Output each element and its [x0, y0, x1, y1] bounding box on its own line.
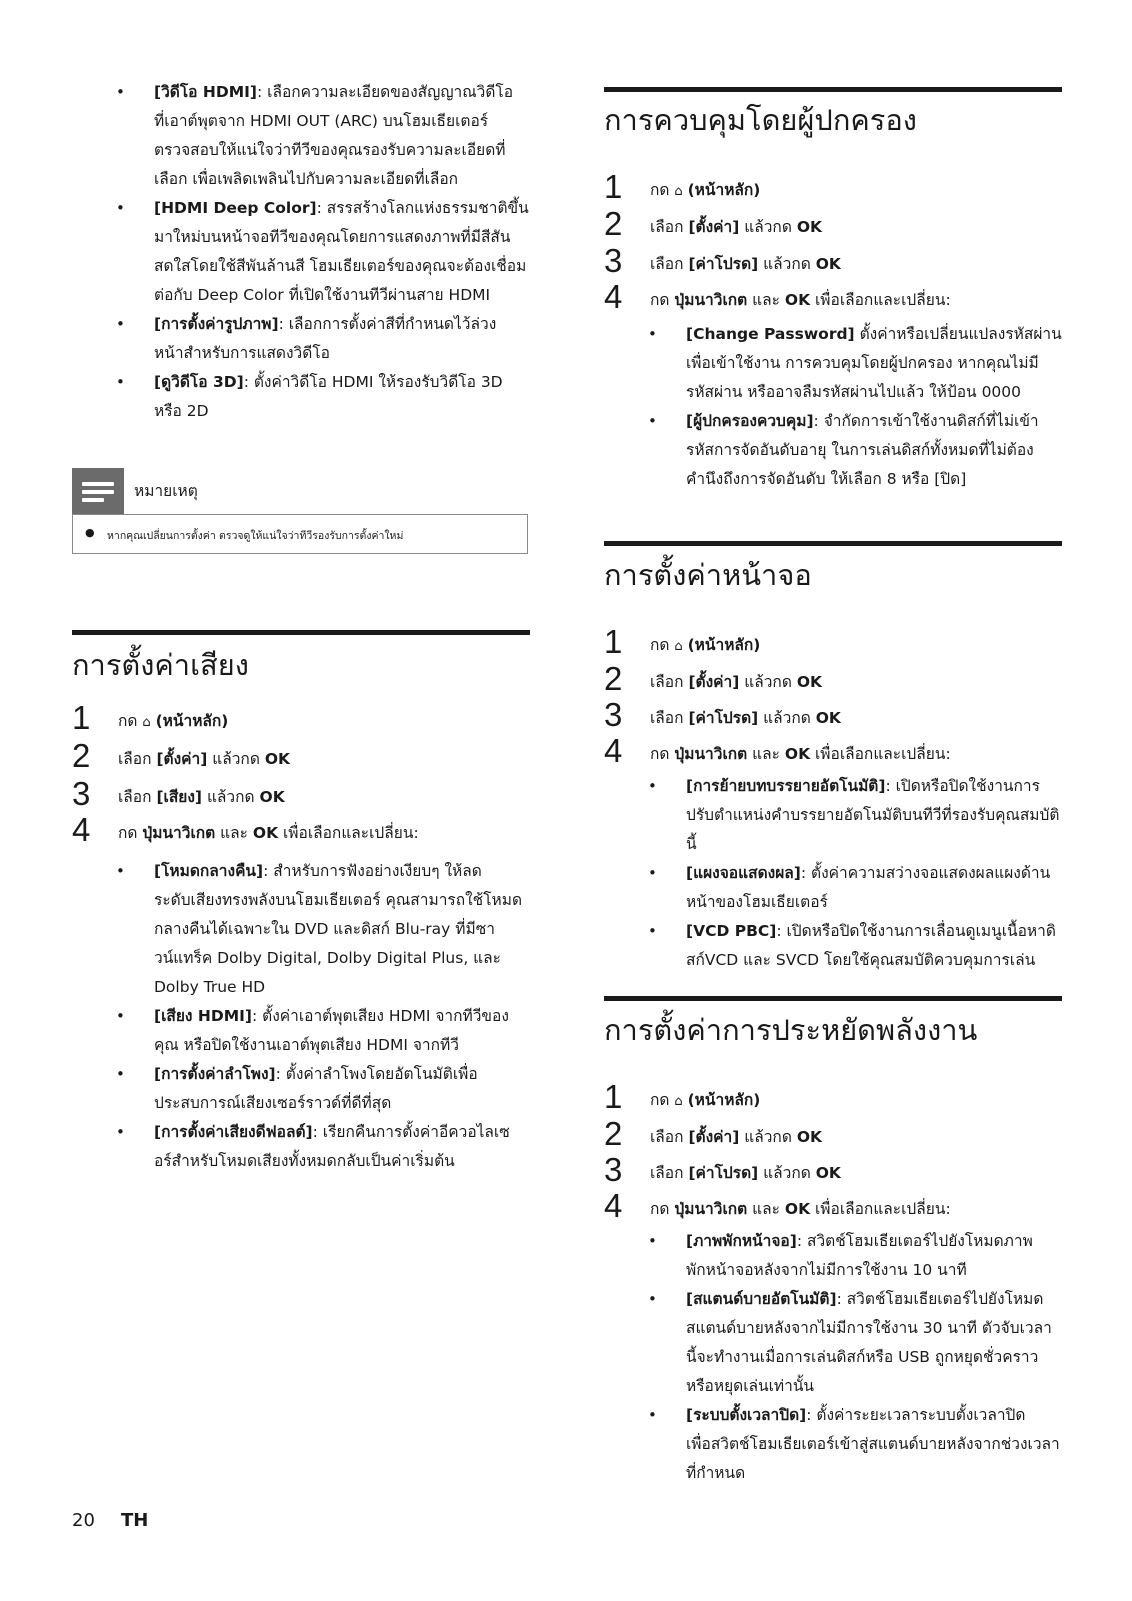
- list-item: [650, 320, 1070, 407]
- step-2: [604, 660, 1064, 703]
- step-ok: OK: [264, 750, 291, 768]
- step-number: 3: [604, 242, 623, 279]
- step-target: [ค่าโปรด]: [688, 709, 759, 727]
- step-ok: OK: [796, 673, 823, 691]
- item-continuation: ระดับเสียงทรงพลังบนโฮมเธียเตอร์ คุณสามารถใช้โหมด: [154, 891, 523, 909]
- step-number: 4: [604, 1187, 623, 1224]
- step-1: [72, 699, 532, 742]
- step-verb: กด: [650, 291, 670, 309]
- note-icon: [72, 468, 124, 514]
- bullet-dot: •: [116, 373, 125, 391]
- step-verb: เลือก: [650, 255, 684, 273]
- home-icon: ⌂: [674, 1094, 683, 1109]
- item-line: [686, 1401, 1070, 1430]
- parental-section-rule: [604, 87, 1062, 92]
- note-box: [72, 514, 528, 554]
- bullet-dot: •: [116, 199, 125, 217]
- step-then: แล้วกด: [739, 673, 792, 691]
- item-line: [154, 1060, 538, 1089]
- step-home-label: (หน้าหลัก): [155, 712, 229, 730]
- step-number: 1: [604, 623, 623, 660]
- step-then: แล้วกด: [202, 788, 255, 806]
- list-item: [72, 78, 532, 194]
- item-term: [การตั้งค่าเสียงดีฟอลต์]: [154, 1123, 313, 1141]
- step-text: [118, 708, 228, 736]
- item-text: : เลือกการตั้งค่าสีที่กำหนดไว้ล่วง: [278, 315, 497, 333]
- list-item: [650, 917, 1070, 975]
- list-item: [118, 1118, 538, 1176]
- item-continuation: หน้าสำหรับการแสดงวิดีโอ: [154, 344, 330, 362]
- list-item: [650, 772, 1070, 859]
- bullet-dot: •: [116, 1065, 125, 1083]
- item-text: : สำหรับการฟังอย่างเงียบๆ ให้ลด: [263, 862, 482, 880]
- step-then: แล้วกด: [739, 218, 792, 236]
- item-line: [686, 772, 1070, 801]
- step-ok: OK: [784, 745, 811, 763]
- item-term: [ภาพพักหน้าจอ]: [686, 1232, 797, 1250]
- list-item: [72, 194, 532, 310]
- bullet-dot: •: [116, 862, 125, 880]
- item-text: : ตั้งค่าวิดีโอ HDMI ให้รองรับวิดีโอ 3D: [243, 373, 503, 391]
- item-continuation: คุณ หรือปิดใช้งานเอาต์พุตเสียง HDMI จากทีวี: [154, 1036, 459, 1054]
- step-verb: เลือก: [118, 750, 152, 768]
- step-number: 4: [604, 732, 623, 769]
- home-icon: ⌂: [674, 184, 683, 199]
- bullet-list: [650, 1227, 1070, 1488]
- item-continuation: ประสบการณ์เสียงเซอร์ราวด์ที่ดีที่สุด: [154, 1094, 392, 1112]
- bullet-dot: •: [116, 315, 125, 333]
- language-code: TH: [121, 1510, 149, 1531]
- step-number: 1: [72, 699, 91, 736]
- item-continuation: ตรวจสอบให้แน่ใจว่าทีวีของคุณรองรับความละเอียดที่: [154, 141, 506, 159]
- item-text: : ตั้งค่าเอาต์พุตเสียง HDMI จากทีวีของ: [252, 1007, 509, 1025]
- item-term: [แผงจอแสดงผล]: [686, 864, 801, 882]
- list-item: [650, 859, 1070, 917]
- item-line: [154, 1002, 538, 1031]
- item-term: [การตั้งค่าลำโพง]: [154, 1065, 276, 1083]
- step-ok: OK: [252, 824, 279, 842]
- page-number: 20: [72, 1510, 95, 1531]
- step-2: [604, 1115, 1064, 1158]
- bullet-list: [118, 857, 538, 1176]
- step-target: [ตั้งค่า]: [688, 673, 740, 691]
- step-text: [650, 705, 841, 731]
- list-item: [72, 368, 532, 426]
- list-item: [118, 857, 538, 1002]
- item-term: [ระบบตั้งเวลาปิด]: [686, 1406, 807, 1424]
- step-1: [604, 1078, 1064, 1121]
- step-verb: เลือก: [650, 1164, 684, 1182]
- bullet-dot: •: [648, 1232, 657, 1250]
- display-section-rule: [604, 541, 1062, 546]
- list-item: [650, 1401, 1070, 1488]
- step-verb: เลือก: [650, 709, 684, 727]
- item-continuation: เลือก เพื่อเพลิดเพลินไปกับความละเอียดที่เลือก: [154, 170, 459, 188]
- bullet-dot: •: [648, 922, 657, 940]
- list-item: [650, 407, 1070, 494]
- video-options-list: [72, 78, 532, 426]
- step-number: 2: [604, 1115, 623, 1152]
- item-term: [การย้ายบทบรรยายอัตโนมัติ]: [686, 777, 886, 795]
- step-2: [72, 737, 532, 780]
- step-text: [118, 746, 290, 772]
- bullet-list: [650, 772, 1070, 975]
- step-target: [ตั้งค่า]: [688, 218, 740, 236]
- step-then: และ: [747, 1200, 780, 1218]
- step-target: ปุ่มนาวิเกต: [674, 1200, 748, 1218]
- step-1: [604, 168, 1064, 211]
- bullet-list: [72, 78, 532, 426]
- step-verb: เลือก: [650, 218, 684, 236]
- step-text: [118, 784, 285, 810]
- step-ok: OK: [784, 291, 811, 309]
- item-continuation: วน์แทร็ค Dolby Digital, Dolby Digital Plus, และ: [154, 949, 501, 967]
- bullet-dot: •: [116, 1007, 125, 1025]
- step-4: [604, 278, 1064, 321]
- step-number: 3: [604, 696, 623, 733]
- step-verb: เลือก: [650, 673, 684, 691]
- item-continuation: เพื่อเข้าใช้งาน การควบคุมโดยผู้ปกครอง หากคุณไม่มี: [686, 354, 1039, 372]
- item-line: [686, 859, 1070, 888]
- item-line: [154, 1118, 538, 1147]
- step-text: [650, 632, 760, 660]
- step-verb: กด: [650, 636, 670, 654]
- step-number: 2: [604, 660, 623, 697]
- eco-section-title: การตั้งค่าการประหยัดพลังงาน: [604, 1013, 978, 1047]
- step-text: [118, 820, 419, 846]
- item-line: [154, 857, 538, 886]
- note-label: หมายเหตุ: [134, 482, 198, 500]
- step-home-label: (หน้าหลัก): [687, 636, 761, 654]
- step-number: 2: [72, 737, 91, 774]
- item-continuation: นี้จะทำงานเมื่อการเล่นดิสก์หรือ USB ถูกหยุดชั่วคราว: [686, 1348, 1039, 1366]
- step-number: 3: [72, 775, 91, 812]
- step-then: และ: [747, 745, 780, 763]
- bullet-dot: •: [648, 1290, 657, 1308]
- list-item: [118, 1002, 538, 1060]
- step-then: แล้วกด: [207, 750, 260, 768]
- step-target: ปุ่มนาวิเกต: [674, 291, 748, 309]
- item-text: : เปิดหรือปิดใช้งานการเลื่อนดูเมนูเนื้อหาดิ: [776, 922, 1056, 940]
- step-verb: กด: [650, 745, 670, 763]
- bullet-dot: •: [648, 412, 657, 430]
- step-home-label: (หน้าหลัก): [687, 181, 761, 199]
- item-term: [วิดีโอ HDMI]: [154, 83, 257, 101]
- item-line: [154, 310, 532, 339]
- step-1: [604, 623, 1064, 666]
- step-text: [650, 177, 760, 205]
- step-target: ปุ่มนาวิเกต: [674, 745, 748, 763]
- step-text: [650, 214, 822, 240]
- step-tail: เพื่อเลือกและเปลี่ยน:: [810, 1200, 951, 1218]
- list-item: [650, 1227, 1070, 1285]
- step-then: แล้วกด: [758, 255, 811, 273]
- item-line: [154, 368, 532, 397]
- audio-options-list: [118, 857, 538, 1176]
- item-text: : สวิตช์โฮมเธียเตอร์ไปยังโหมดภาพ: [796, 1232, 1033, 1250]
- item-continuation: รหัสผ่าน หรืออาจลืมรหัสผ่านไปแล้ว ให้ป้อน 0000: [686, 383, 1022, 401]
- step-4: [604, 1187, 1064, 1230]
- step-3: [604, 1151, 1064, 1194]
- item-text: : สวิตช์โฮมเธียเตอร์ไปยังโหมด: [836, 1290, 1044, 1308]
- step-text: [650, 669, 822, 695]
- step-then: แล้วกด: [739, 1128, 792, 1146]
- item-text: : สรรสร้างโลกแห่งธรรมชาติขึ้น: [316, 199, 529, 217]
- step-verb: กด: [650, 181, 670, 199]
- item-line: [154, 78, 532, 107]
- step-4: [72, 811, 532, 854]
- step-tail: เพื่อเลือกและเปลี่ยน:: [810, 291, 951, 309]
- item-term: [Change Password]: [686, 325, 855, 343]
- eco-section-rule: [604, 996, 1062, 1001]
- step-ok: OK: [784, 1200, 811, 1218]
- item-term: [การตั้งค่ารูปภาพ]: [154, 315, 279, 333]
- item-term: [ผู้ปกครองควบคุม]: [686, 412, 814, 430]
- home-icon: ⌂: [674, 639, 683, 654]
- display-section-title: การตั้งค่าหน้าจอ: [604, 558, 812, 592]
- item-continuation: รหัสการจัดอันดับอายุ ในการเล่นดิสก์ทั้งหมดที่ไม่ต้อง: [686, 441, 1034, 459]
- step-3: [72, 775, 532, 818]
- item-continuation: Dolby True HD: [154, 978, 266, 996]
- step-target: [ตั้งค่า]: [156, 750, 208, 768]
- step-then: และ: [747, 291, 780, 309]
- item-line: [154, 194, 532, 223]
- step-tail: เพื่อเลือกและเปลี่ยน:: [810, 745, 951, 763]
- parental-section-title: การควบคุมโดยผู้ปกครอง: [604, 103, 917, 137]
- list-item: [72, 310, 532, 368]
- item-continuation: อร์สำหรับโหมดเสียงทั้งหมดกลับเป็นค่าเริ่มต้น: [154, 1152, 455, 1170]
- step-number: 4: [72, 811, 91, 848]
- step-tail: เพื่อเลือกและเปลี่ยน:: [278, 824, 419, 842]
- step-3: [604, 242, 1064, 285]
- step-verb: กด: [650, 1091, 670, 1109]
- step-ok: OK: [815, 255, 841, 273]
- item-continuation: สก์VCD และ SVCD โดยใช้คุณสมบัติควบคุมการเล่น: [686, 951, 1036, 969]
- item-continuation: กลางคืนได้เฉพาะใน DVD และดิสก์ Blu-ray ที่มีซา: [154, 920, 495, 938]
- display-options-list: [650, 772, 1070, 975]
- step-number: 3: [604, 1151, 623, 1188]
- item-continuation: หรือ 2D: [154, 402, 209, 420]
- step-target: [ค่าโปรด]: [688, 255, 759, 273]
- item-line: [686, 917, 1070, 946]
- step-number: 2: [604, 205, 623, 242]
- item-term: [ดูวิดีโอ 3D]: [154, 373, 244, 391]
- step-number: 1: [604, 168, 623, 205]
- item-continuation: เพื่อสวิตช์โฮมเธียเตอร์เข้าสู่สแตนด์บายหลังจากช่วงเวลา: [686, 1435, 1060, 1453]
- step-target: [เสียง]: [156, 788, 203, 806]
- step-verb: เลือก: [118, 788, 152, 806]
- item-continuation: สแตนด์บายหลังจากไม่มีการใช้งาน 30 นาที ตัวจับเวลา: [686, 1319, 1052, 1337]
- step-ok: OK: [815, 709, 841, 727]
- step-then: และ: [215, 824, 248, 842]
- step-then: แล้วกด: [758, 709, 811, 727]
- item-text: : ตั้งค่าความสว่างจอแสดงผลแผงด้าน: [800, 864, 1051, 882]
- step-target: [ตั้งค่า]: [688, 1128, 740, 1146]
- audio-section-rule: [72, 630, 530, 635]
- step-number: 1: [604, 1078, 623, 1115]
- item-term: [HDMI Deep Color]: [154, 199, 317, 217]
- step-verb: กด: [650, 1200, 670, 1218]
- item-line: [686, 1285, 1070, 1314]
- item-text: : เปิดหรือปิดใช้งานการ: [885, 777, 1040, 795]
- item-continuation: ที่เอาต์พุตจาก HDMI OUT (ARC) บนโฮมเธียเตอร์: [154, 112, 489, 130]
- item-continuation: มาใหม่บนหน้าจอทีวีของคุณโดยการแสดงภาพที่มีสีสัน: [154, 228, 511, 246]
- step-verb: เลือก: [650, 1128, 684, 1146]
- step-text: [650, 1196, 951, 1222]
- item-text: : จำกัดการเข้าใช้งานดิสก์ที่ไม่เข้า: [813, 412, 1039, 430]
- bullet-dot: •: [648, 864, 657, 882]
- step-text: [650, 251, 841, 277]
- step-ok: OK: [796, 1128, 823, 1146]
- step-verb: กด: [118, 824, 138, 842]
- item-continuation: สดใสโดยใช้สีพันล้านสี โฮมเธียเตอร์ของคุณจะต้องเชื่อม: [154, 257, 527, 275]
- step-text: [650, 287, 951, 313]
- bullet-dot: •: [116, 83, 125, 101]
- item-continuation: ต่อกับ Deep Color ที่เปิดใช้งานทีวีผ่านสาย HDMI: [154, 286, 491, 304]
- step-target: ปุ่มนาวิเกต: [142, 824, 216, 842]
- step-verb: กด: [118, 712, 138, 730]
- step-text: [650, 1087, 760, 1115]
- item-continuation: หน้าของโฮมเธียเตอร์: [686, 893, 828, 911]
- step-3: [604, 696, 1064, 739]
- item-continuation: คำนึงถึงการจัดอันดับ ให้เลือก 8 หรือ [ปิด]: [686, 470, 967, 488]
- item-continuation: พักหน้าจอหลังจากไม่มีการใช้งาน 10 นาที: [686, 1261, 967, 1279]
- item-text: : ตั้งค่าระยะเวลาระบบตั้งเวลาปิด: [806, 1406, 1026, 1424]
- item-text: : เลือกความละเอียดของสัญญาณวิดีโอ: [257, 83, 514, 101]
- step-ok: OK: [815, 1164, 841, 1182]
- item-text: : เรียกคืนการตั้งค่าอีควอไลเซ: [312, 1123, 510, 1141]
- note-bullet-dot: ●: [85, 526, 95, 539]
- item-continuation: ปรับตำแหน่งคำบรรยายอัตโนมัติบนทีวีที่รองรับคุณสมบัตินี้: [686, 806, 1060, 853]
- step-number: 4: [604, 278, 623, 315]
- note-text: หากคุณเปลี่ยนการตั้งค่า ตรวจดูให้แน่ใจว่าทีวีรองรับการตั้งค่าใหม่: [107, 530, 404, 542]
- parental-options-list: [650, 320, 1070, 494]
- bullet-dot: •: [648, 777, 657, 795]
- list-item: [650, 1285, 1070, 1401]
- item-continuation: ที่กำหนด: [686, 1464, 746, 1482]
- step-then: แล้วกด: [758, 1164, 811, 1182]
- item-line: [686, 407, 1070, 436]
- step-text: [650, 1160, 841, 1186]
- step-target: [ค่าโปรด]: [688, 1164, 759, 1182]
- step-ok: OK: [259, 788, 285, 806]
- item-text: : ตั้งค่าลำโพงโดยอัตโนมัติเพื่อ: [275, 1065, 478, 1083]
- item-line: [686, 320, 1070, 349]
- item-term: [เสียง HDMI]: [154, 1007, 253, 1025]
- audio-section-title: การตั้งค่าเสียง: [72, 648, 249, 682]
- step-text: [650, 741, 951, 767]
- step-4: [604, 732, 1064, 775]
- bullet-dot: •: [648, 1406, 657, 1424]
- item-line: [686, 1227, 1070, 1256]
- list-item: [118, 1060, 538, 1118]
- step-home-label: (หน้าหลัก): [687, 1091, 761, 1109]
- item-continuation: หรือหยุดเล่นเท่านั้น: [686, 1377, 815, 1395]
- eco-options-list: [650, 1227, 1070, 1488]
- item-text: ตั้งค่าหรือเปลี่ยนแปลงรหัสผ่าน: [854, 325, 1062, 343]
- item-term: [โหมดกลางคืน]: [154, 862, 264, 880]
- bullet-list: [650, 320, 1070, 494]
- home-icon: ⌂: [142, 715, 151, 730]
- step-ok: OK: [796, 218, 823, 236]
- bullet-dot: •: [116, 1123, 125, 1141]
- item-term: [VCD PBC]: [686, 922, 777, 940]
- item-term: [สแตนด์บายอัตโนมัติ]: [686, 1290, 837, 1308]
- step-text: [650, 1124, 822, 1150]
- step-2: [604, 205, 1064, 248]
- bullet-dot: •: [648, 325, 657, 343]
